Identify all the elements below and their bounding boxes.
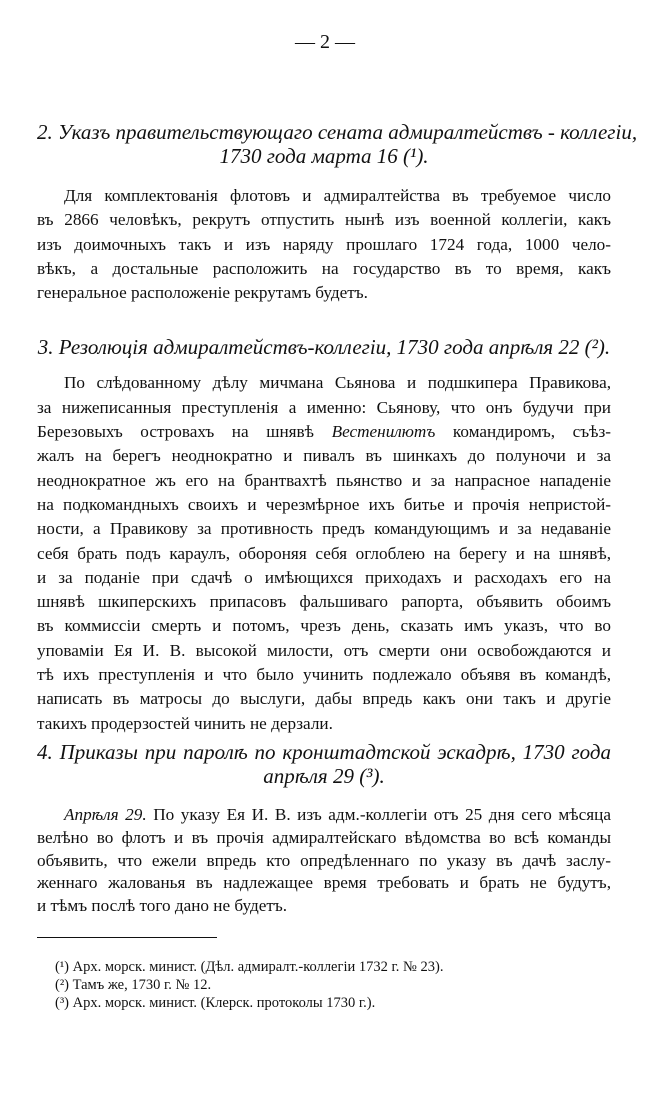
text: Для комплектованія флотовъ и адмиралтейства въ требуемое число [64,186,611,205]
body-line [37,590,611,614]
heading-line: 1730 года марта 16 (¹). [219,144,429,168]
text: жалъ на берегъ неоднократно и пивалъ въ шинкахъ до полуночи и за [37,446,611,466]
section-2-body [37,184,611,305]
body-line [37,687,611,711]
body-line [37,566,611,590]
body-line [37,281,611,305]
body-line [37,396,611,420]
footnote: (³) Арх. морск. минист. (Клерск. протоколы 1730 г.). [55,994,376,1011]
body-line [37,371,611,395]
text: По слѣдованному дѣлу мичмана Сьянова и подшкипера Правикова, [64,373,611,393]
body-line [37,639,611,663]
footnote: (²) Тамъ же, 1730 г. № 12. [55,976,212,993]
body-line [37,257,611,281]
body-line [37,420,611,444]
text: шнявѣ шкиперскихъ припасовъ фальшиваго рапорта, объявить обоимъ [37,592,611,612]
body-line [37,850,611,873]
section-3-body [37,371,611,735]
text: неоднократное жъ его на брантвахтѣ пьянство и за напрасное нападеніе [37,470,611,490]
body-line [37,614,611,638]
italic-text: Вестенилютъ [331,422,436,442]
text: въ коммиссіи смерть и потомъ, чрезъ день, сказать имъ указъ, что во [37,616,611,636]
body-line [37,493,611,517]
body-line [37,208,611,232]
heading-line: 4. Приказы при паролѣ по кронштадтской эскадрѣ, 1730 года [37,739,611,764]
footnote-divider [37,937,217,938]
text: тѣ ихъ преступленія и что было учинить подлежало объявя въ командѣ, [37,665,611,685]
body-line [37,663,611,687]
text: уповаміи Ея И. В. высокой милости, отъ смерти они освобождаются и [37,640,611,660]
text: и тѣмъ послѣ того дано не будетъ. [37,896,288,916]
body-line [37,872,611,895]
body-line [37,184,611,208]
text: велѣно во флотъ и въ прочія адмиралтейскаго вѣдомства во всѣ команды [37,827,611,847]
text: объявить, что ежели впредь кто опредѣленнаго по указу въ дачѣ заслу- [37,850,611,870]
text: за нижеписанныя преступленія а именно: Сьянову, что онъ будучи при [37,397,611,417]
text: ности, а Правикову за противность предъ командующимъ и за недаваніе [37,519,611,539]
text: вѣкъ, а достальные расположить на государство въ то время, какъ [37,258,611,278]
footnote: (¹) Арх. морск. минист. (Дѣл. адмиралт.-коллегіи 1732 г. № 23). [55,958,444,975]
body-line [37,712,611,736]
heading-line: 2. Указъ правительствующаго сената адмиралтействъ - коллегіи, [37,120,638,144]
text: себя брать подъ караулъ, обороняя себя оглоблею на берегу и на шнявѣ, [37,543,611,563]
document-page [0,30,650,1012]
text: генеральное расположеніе рекрутамъ будетъ. [37,283,368,303]
body-line [37,517,611,541]
body-line [37,233,611,257]
body-line [37,827,611,850]
body-line [37,804,611,827]
text: въ 2866 человѣкъ, рекрутъ отпустить нынѣ изъ военной коллегіи, какъ [37,210,611,230]
section-2-heading [37,120,638,168]
text: на подкомандныхъ своихъ и черезмѣрное ихъ битье и прочія непристой- [37,494,611,514]
text: изъ доимочныхъ такъ и изъ наряду прошлаго 1724 года, 1000 чело- [37,234,611,254]
heading-line: 3. Резолюція адмиралтействъ-коллегіи, 1730 года апрѣля 22 (²). [37,335,611,360]
body-line [37,444,611,468]
heading-line: апрѣля 29 (³). [263,763,385,788]
body-line [37,895,611,918]
text: Березовыхъ островахъ на шнявѣ [37,422,332,442]
text: По указу Ея И. В. изъ адм.-коллегіи отъ 25 дня сего мѣсяца [146,804,611,824]
text: командиромъ, съѣз- [435,422,611,442]
section-4-body [37,804,611,918]
page-number: — 2 — [295,31,355,53]
text: женнаго жалованья въ надлежащее время требовать и брать не будутъ, [37,873,611,893]
body-line [37,542,611,566]
body-line [37,469,611,493]
footnotes [55,958,650,1012]
section-3-heading [37,335,611,359]
section-4-heading [37,740,611,788]
text: написать въ матросы до выслуги, дабы впредь какъ они такъ и другіе [37,689,611,709]
text: и за поданіе при сдачѣ о имѣющихся приходахъ и расходахъ его на [37,567,611,587]
italic-text: Апрѣля 29. [64,804,147,824]
text: такихъ продерзостей чинить не дерзали. [37,713,333,733]
